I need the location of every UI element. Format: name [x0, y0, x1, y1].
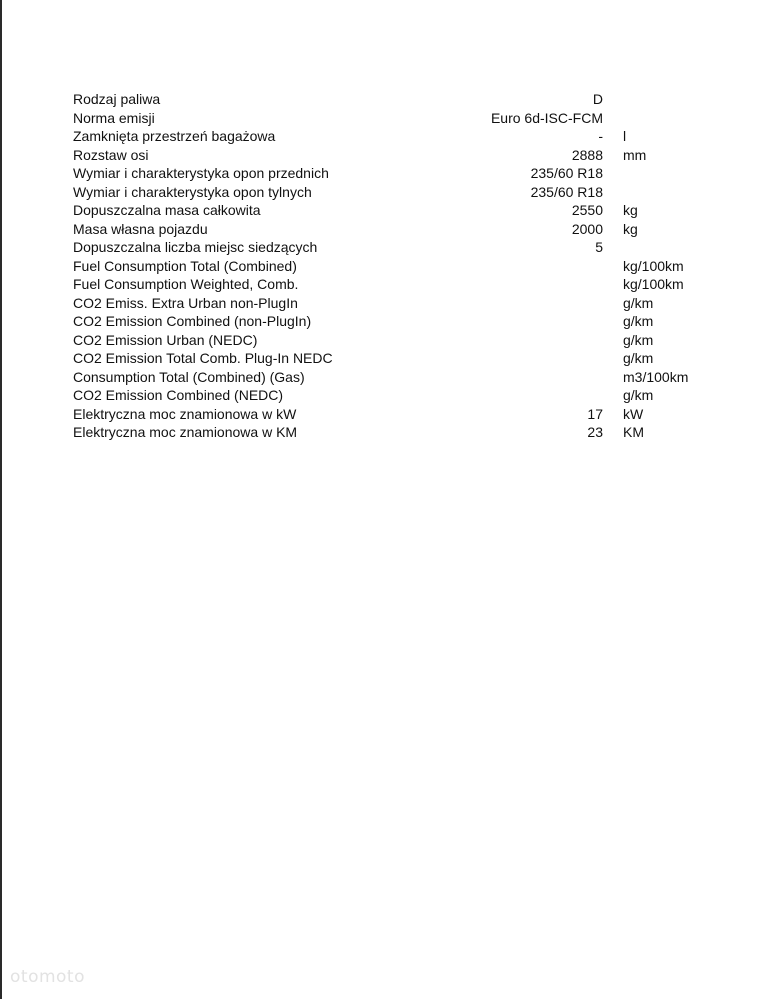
- spec-row: [73, 405, 713, 424]
- spec-row: [73, 220, 713, 239]
- spec-label: Norma emisji: [73, 109, 155, 126]
- spec-unit: g/km: [623, 350, 654, 366]
- spec-label: Wymiar i charakterystyka opon przednich: [73, 165, 329, 181]
- watermark-logo: otomoto: [10, 967, 85, 987]
- spec-unit: kg: [623, 220, 638, 237]
- spec-value: Euro 6d-ISC-FCM: [490, 109, 603, 126]
- spec-label: CO2 Emission Urban (NEDC): [73, 331, 258, 348]
- spec-row: [73, 275, 713, 294]
- spec-unit: m3/100km: [623, 368, 689, 385]
- spec-value: 235/60 R18: [530, 183, 603, 200]
- spec-value: 2000: [571, 220, 603, 237]
- spec-value: D: [592, 91, 603, 107]
- spec-row: [73, 386, 713, 405]
- spec-row: [73, 183, 713, 202]
- spec-unit: KM: [623, 424, 644, 440]
- spec-table: [73, 90, 713, 442]
- spec-row: [73, 90, 713, 109]
- spec-label: CO2 Emiss. Extra Urban non-PlugIn: [73, 294, 298, 311]
- spec-value: -: [598, 128, 603, 144]
- spec-unit: g/km: [623, 313, 654, 329]
- spec-value: 235/60 R18: [530, 165, 603, 181]
- spec-value: 17: [587, 405, 603, 422]
- spec-value: 2550: [571, 202, 603, 218]
- spec-label: Wymiar i charakterystyka opon tylnych: [73, 183, 312, 200]
- spec-label: Rodzaj paliwa: [73, 91, 161, 107]
- spec-unit: kg/100km: [623, 257, 684, 274]
- spec-row: [73, 331, 713, 350]
- spec-row: [73, 349, 713, 368]
- spec-row: [73, 164, 713, 183]
- spec-row: [73, 201, 713, 220]
- spec-row: [73, 127, 713, 146]
- spec-label: Elektryczna moc znamionowa w KM: [73, 424, 298, 440]
- spec-label: Elektryczna moc znamionowa w kW: [73, 405, 297, 422]
- spec-row: [73, 294, 713, 313]
- spec-label: Zamknięta przestrzeń bagażowa: [73, 128, 276, 144]
- spec-unit: kg: [623, 202, 638, 218]
- spec-label: CO2 Emission Total Comb. Plug-In NEDC: [73, 350, 333, 366]
- spec-unit: kW: [623, 405, 644, 422]
- spec-unit: l: [623, 128, 627, 144]
- spec-label: Dopuszczalna masa całkowita: [73, 202, 261, 218]
- spec-row: [73, 423, 713, 442]
- spec-unit: g/km: [623, 294, 654, 311]
- spec-unit: g/km: [623, 331, 654, 348]
- spec-value: 23: [587, 424, 603, 440]
- spec-label: Rozstaw osi: [73, 146, 149, 163]
- spec-label: Consumption Total (Combined) (Gas): [73, 368, 305, 385]
- spec-label: Masa własna pojazdu: [73, 220, 208, 237]
- spec-unit: mm: [623, 146, 647, 163]
- spec-row: [73, 368, 713, 387]
- spec-label: Fuel Consumption Weighted, Comb.: [73, 276, 299, 292]
- page-left-border: [0, 0, 2, 999]
- spec-row: [73, 146, 713, 165]
- spec-row: [73, 109, 713, 128]
- spec-row: [73, 257, 713, 276]
- spec-value: 2888: [571, 146, 603, 163]
- spec-label: CO2 Emission Combined (NEDC): [73, 387, 284, 403]
- spec-label: Fuel Consumption Total (Combined): [73, 257, 297, 274]
- spec-value: 5: [595, 239, 603, 255]
- spec-row: [73, 312, 713, 331]
- spec-unit: g/km: [623, 387, 654, 403]
- spec-row: [73, 238, 713, 257]
- spec-unit: kg/100km: [623, 276, 684, 292]
- spec-label: Dopuszczalna liczba miejsc siedzących: [73, 239, 318, 255]
- spec-label: CO2 Emission Combined (non-PlugIn): [73, 313, 312, 329]
